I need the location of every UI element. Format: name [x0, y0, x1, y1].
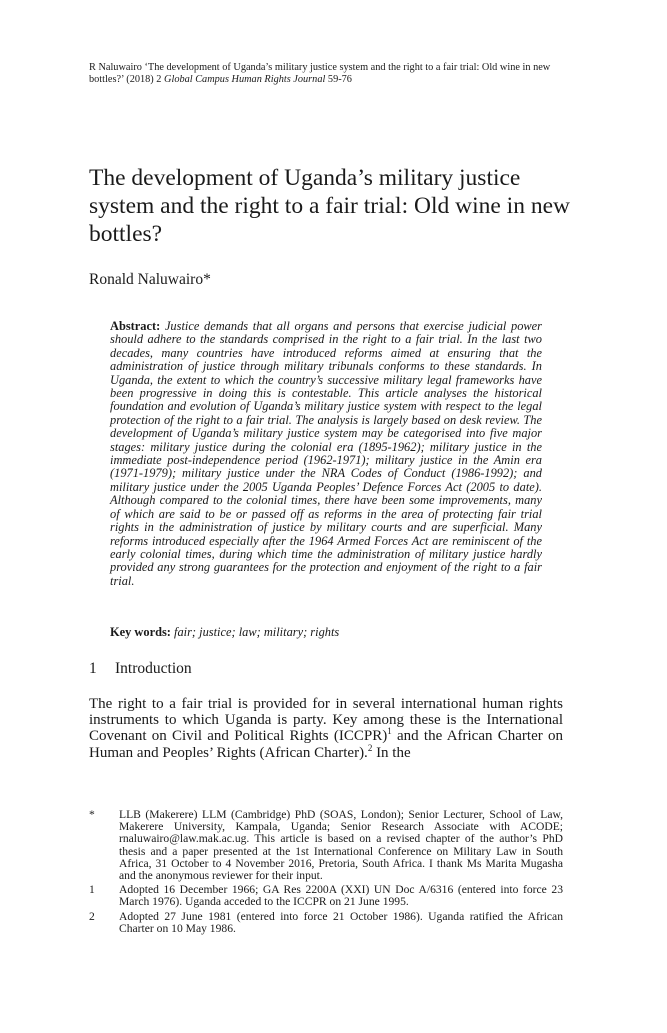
footnote-ref-1[interactable]: 1: [387, 726, 392, 737]
author-name: Ronald Naluwairo*: [89, 271, 211, 288]
abstract: [110, 320, 542, 588]
running-head-journal: Global Campus Human Rights Journal: [164, 74, 326, 85]
keywords-text: fair; justice; law; military; rights: [174, 625, 340, 639]
footnote-1: [89, 884, 563, 908]
running-head-citation: R Naluwairo ‘The development of Uganda’s military justice system and the right to a fair trial: Old wine in new bottles?’ (2018) 2: [89, 62, 551, 85]
keywords: [110, 625, 542, 640]
footnote-text: Adopted 27 June 1981 (entered into force 21 October 1986). Uganda ratified the African Charter on 10 May 1986.: [119, 909, 563, 935]
footnote-2: [89, 911, 563, 935]
abstract-label: Abstract:: [110, 319, 161, 333]
article-title: The development of Uganda’s military justice system and the right to a fair trial: Old wine in new bottles?: [89, 165, 570, 247]
body-paragraph: [89, 696, 563, 761]
section-title: Introduction: [115, 660, 192, 677]
body-text-part1: The right to a fair trial is provided for in several international human rights instruments to which Uganda is party. Key among these is the International Covenant on Civil and Political Rights (ICCPR): [89, 696, 563, 745]
footnote-mark: 2: [89, 909, 95, 923]
section-number: 1: [89, 660, 97, 677]
running-head: [89, 62, 569, 86]
footnote-mark: 1: [89, 883, 95, 897]
body-text-part3: In the: [372, 744, 411, 761]
body-text-part2: and the African Charter on Human and Peoples’ Rights (African Charter).: [89, 728, 563, 761]
footnote-author: [89, 809, 563, 882]
footnote-text: Adopted 16 December 1966; GA Res 2200A (XXI) UN Doc A/6316 (entered into force 23 March 1976). Uganda acceded to the ICCPR on 21 June 1995.: [119, 883, 563, 909]
footnotes: [89, 809, 563, 937]
keywords-label: Key words:: [110, 625, 171, 639]
running-head-pages: 59-76: [325, 74, 352, 85]
footnote-mark: *: [89, 808, 95, 821]
footnote-text: LLB (Makerere) LLM (Cambridge) PhD (SOAS, London); Senior Lecturer, School of Law, Makerere University, Kampala, Uganda; Senior Research Associate with ACODE; rnaluwairo@law.mak.ac.ug. This article is based on a revised chapter of the author’s PhD thesis and a paper presented at the 1st International Conference on Military Law in South Africa, 31 October to 4 November 2016, Pretoria, South Africa. I thank Ms Marita Mugasha and the anonymous reviewer for their input.: [119, 808, 563, 883]
footnote-ref-2[interactable]: 2: [367, 742, 373, 753]
section-heading: [89, 660, 192, 678]
abstract-text: Justice demands that all organs and persons that exercise judicial power should adhere to the standards comprised in the right to a fair trial. In the last two decades, many countries have introduced reforms aimed at ensuring that the administration of justice through military tribunals conforms to these standards. In Uganda, the extent to which the country’s successive military legal frameworks have been progressive in doing this is contestable. This article analyses the historical foundation and evolution of Uganda’s military justice system with respect to the legal protection of the right to a fair trial. The analysis is largely based on desk review. The development of Uganda’s military justice system may be categorised into five major stages: military justice during the colonial era (1895-1962); military justice in the immediate post-independence period (1962-1971); military justice in the Amin era (1971-1979); military justice under the NRA Codes of Conduct (1986-1992); and military justice under the 2005 Uganda Peoples’ Defence Forces Act (2005 to date). Although compared to the colonial times, there have been some improvements, many of which are said to be or passed off as reforms in the area of protecting fair trial rights in the administration of justice by military courts and are superficial. Many reforms introduced especially after the 1964 Armed Forces Act are reminiscent of the early colonial times, during which time the administration of military justice hardly provided any strong guarantees for the protection and enjoyment of the right to a fair trial.: [110, 319, 542, 588]
